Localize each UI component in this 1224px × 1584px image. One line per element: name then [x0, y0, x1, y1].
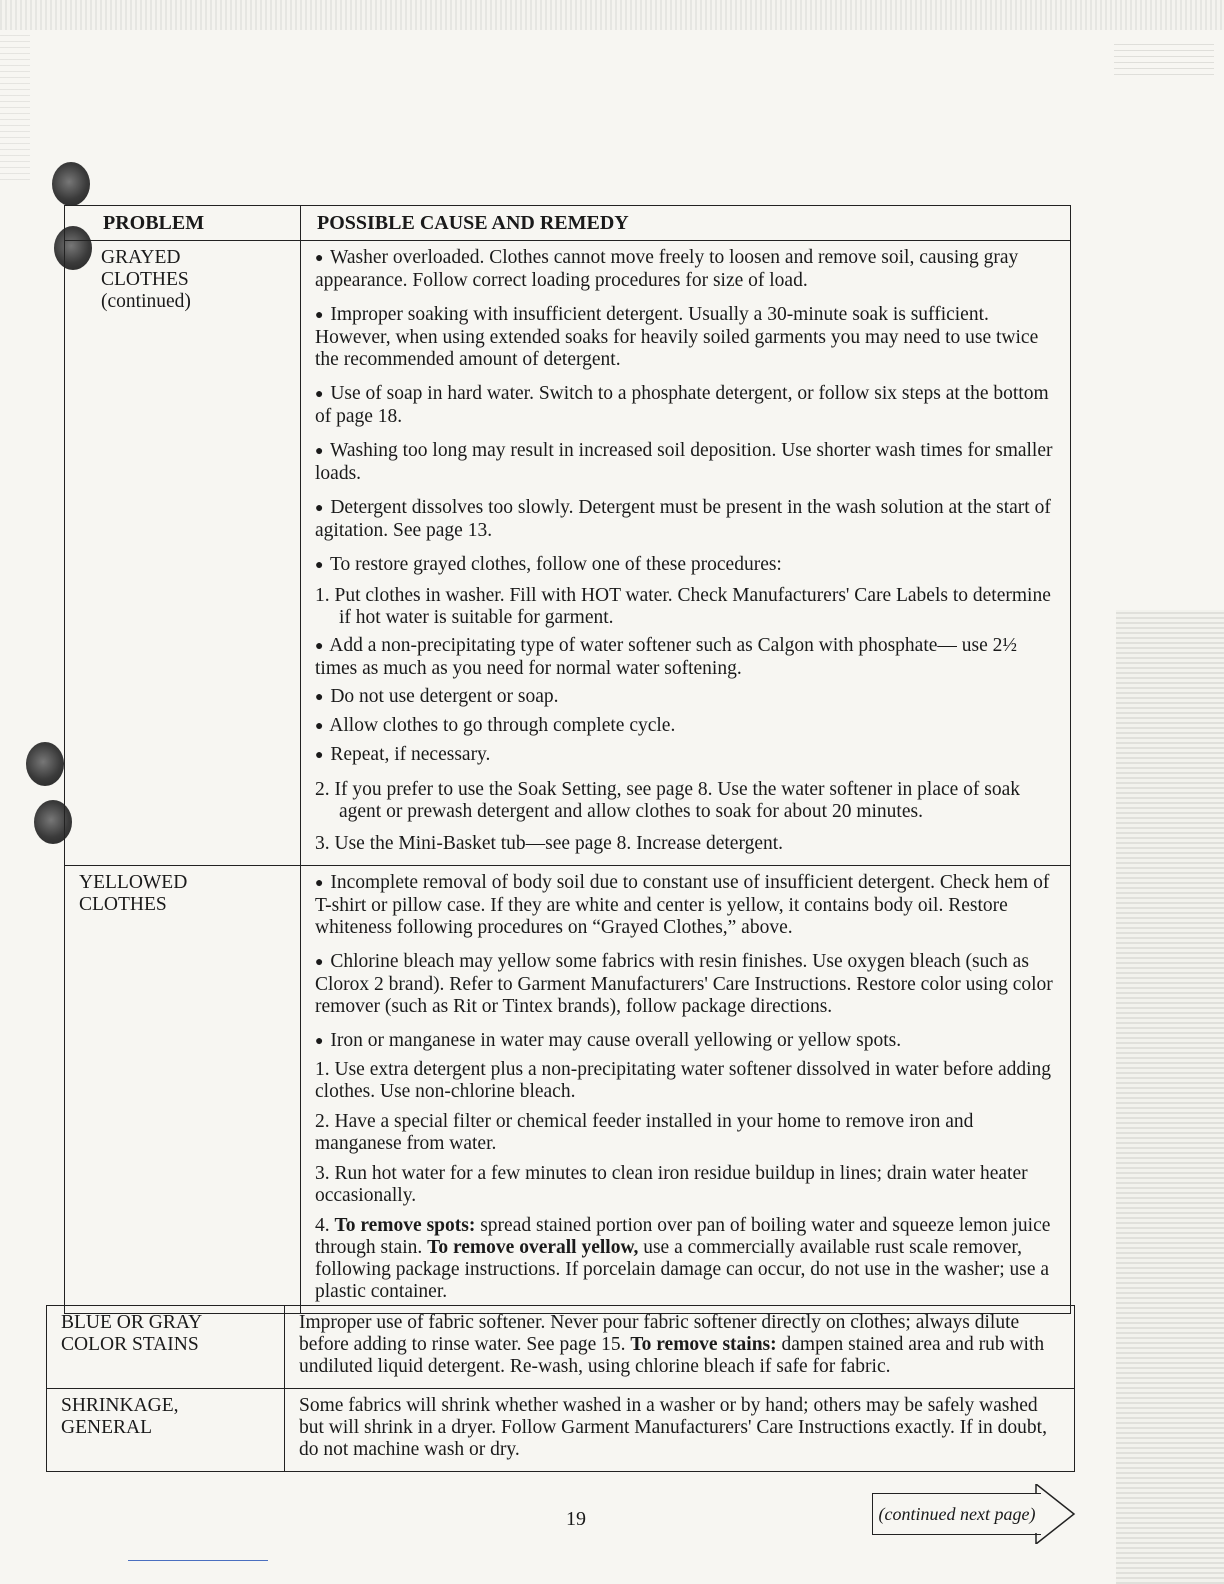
- procedure-step: 4. To remove spots: spread stained portion over pan of boiling water and squeeze lemon juice through stain. To remove overall yellow, use a commercially available rust scale remover, following package instructions. If porcelain damage can occur, do not use in the washer; use a plastic container.: [315, 1215, 1051, 1302]
- procedure-bullet: ● Allow clothes to go through complete cycle.: [315, 715, 676, 736]
- scan-noise-right: [1116, 610, 1224, 1584]
- scan-noise-top: [0, 0, 1224, 30]
- table-row-shrinkage: [47, 1389, 1075, 1472]
- table-row-blue-gray: [47, 1306, 1075, 1389]
- remedy-item: ● Improper soaking with insufficient detergent. Usually a 30-minute soak is sufficient. However, when using extended soaks for heavily soiled garments you may need to use twice the recommended amount of detergent.: [315, 304, 1039, 370]
- table-row-grayed: [65, 241, 1071, 866]
- problem-cell: [47, 1306, 285, 1389]
- remedy-item: ● Washing too long may result in increased soil deposition. Use shorter wash times for smaller loads.: [315, 440, 1053, 484]
- procedure-bullet: ● Repeat, if necessary.: [315, 744, 491, 765]
- problem-header: PROBLEM: [65, 206, 301, 241]
- remedy-item: ● Chlorine bleach may yellow some fabrics with resin finishes. Use oxygen bleach (such as Clorox 2 brand). Refer to Garment Manufacturers' Care Instructions. Restore color using color remover (such as Rit or Tintex brands), follow package directions.: [315, 951, 1053, 1017]
- remedy-cell: Some fabrics will shrink whether washed in a washer or by hand; others may be safely washed but will shrink in a dryer. Follow Garment Manufacturers' Care Instructions exactly. If in doubt, do not machine wash or dry.: [285, 1389, 1075, 1472]
- continued-next-page: (continued next page): [872, 1493, 1041, 1535]
- problem-cell: [65, 241, 301, 866]
- page-number: 19: [566, 1508, 586, 1530]
- remedy-item: ● Incomplete removal of body soil due to constant use of insufficient detergent. Check hem of T-shirt or pillow case. If they are white and center is yellow, it contains body oil. Restore whiteness following procedures on “Grayed Clothes,” above.: [315, 872, 1050, 938]
- remedy-header: POSSIBLE CAUSE AND REMEDY: [301, 206, 1071, 241]
- problem-label: GRAYED: [101, 247, 181, 268]
- remedy-cell: [301, 866, 1071, 1314]
- problem-label: GENERAL: [61, 1417, 152, 1438]
- table-header-row: [65, 206, 1071, 241]
- remedy-item: ● Detergent dissolves too slowly. Detergent must be present in the wash solution at the start of agitation. See page 13.: [315, 497, 1051, 541]
- remedy-item: ● Iron or manganese in water may cause overall yellowing or yellow spots.: [315, 1030, 902, 1051]
- binder-hole: [26, 742, 64, 786]
- procedure-step: 3. Run hot water for a few minutes to clean iron residue buildup in lines; drain water heater occasionally.: [315, 1163, 1028, 1206]
- procedure-step: 3. Use the Mini-Basket tub—see page 8. Increase detergent.: [315, 833, 784, 854]
- problem-label: COLOR STAINS: [61, 1334, 199, 1355]
- scan-noise-left: [0, 30, 30, 180]
- remedy-cell: [301, 241, 1071, 866]
- troubleshooting-table: [64, 205, 1071, 1314]
- problem-label: SHRINKAGE,: [61, 1395, 179, 1416]
- binder-hole: [52, 162, 90, 206]
- remedy-item: ● To restore grayed clothes, follow one of these procedures:: [315, 554, 782, 575]
- arrow-right-icon: [1034, 1484, 1078, 1544]
- problem-label: BLUE OR GRAY: [61, 1312, 203, 1333]
- table-row-yellowed: [65, 866, 1071, 1314]
- remedy-item: ● Washer overloaded. Clothes cannot move freely to loosen and remove soil, causing gray appearance. Follow correct loading procedures for size of load.: [315, 247, 1019, 291]
- remedy-item: ● Use of soap in hard water. Switch to a phosphate detergent, or follow six steps at the bottom of page 18.: [315, 383, 1049, 427]
- problem-cell: [65, 866, 301, 1314]
- troubleshooting-table-lower: [46, 1305, 1075, 1472]
- procedure-step: 2. Have a special filter or chemical feeder installed in your home to remove iron and manganese from water.: [315, 1111, 974, 1154]
- procedure-bullet: ● Do not use detergent or soap.: [315, 686, 559, 707]
- procedure-step: 1. Put clothes in washer. Fill with HOT water. Check Manufacturers' Care Labels to determine if hot water is suitable for garment.: [315, 585, 1051, 628]
- bottom-rule: [128, 1560, 268, 1561]
- problem-cell: [47, 1389, 285, 1472]
- problem-label: (continued): [101, 291, 191, 312]
- procedure-bullet: ● Add a non-precipitating type of water softener such as Calgon with phosphate— use 2½ times as much as you need for normal water softening.: [315, 635, 1018, 679]
- procedure-step: 2. If you prefer to use the Soak Setting, see page 8. Use the water softener in place of soak agent or prewash detergent and allow clothes to soak for about 20 minutes.: [315, 779, 1021, 822]
- remedy-cell: Improper use of fabric softener. Never pour fabric softener directly on clothes; always dilute before adding to rinse water. See page 15. To remove stains: dampen stained area and rub with undiluted liquid detergent. Re-wash, using chlorine bleach if safe for fabric.: [285, 1306, 1075, 1389]
- problem-label: CLOTHES: [101, 269, 189, 290]
- procedure-step: 1. Use extra detergent plus a non-precipitating water softener dissolved in water before adding clothes. Use non-chlorine bleach.: [315, 1059, 1052, 1102]
- problem-label: CLOTHES: [79, 894, 167, 915]
- scan-noise-right-top: [1114, 40, 1214, 75]
- problem-label: YELLOWED: [79, 872, 188, 893]
